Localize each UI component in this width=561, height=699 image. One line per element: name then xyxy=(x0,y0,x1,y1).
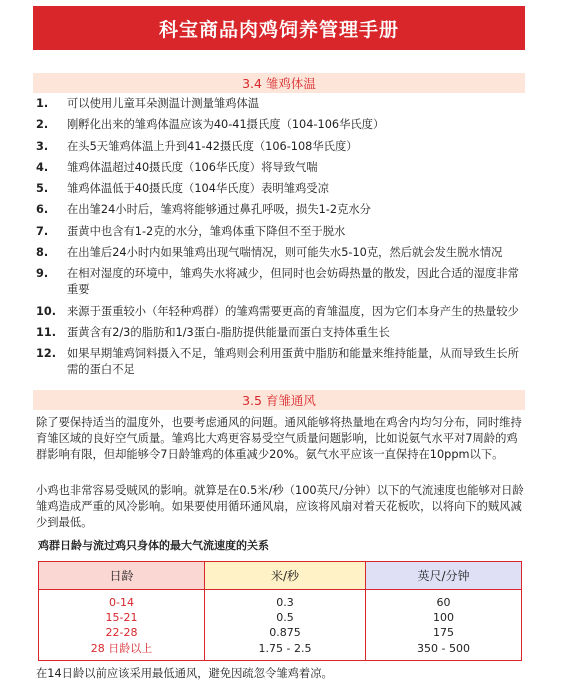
list-item xyxy=(33,96,528,112)
table-row xyxy=(39,595,522,610)
table-cell-fpm: 60 xyxy=(366,595,522,610)
list-item-text: 雏鸡体温低于40摄氏度（104华氏度）表明雏鸡受凉 xyxy=(67,182,329,196)
list-item xyxy=(33,224,528,240)
list-item xyxy=(33,202,528,218)
table-row xyxy=(39,625,522,640)
list-item-number: 7. xyxy=(36,224,49,238)
list-item-text: 在头5天雏鸡体温上升到41-42摄氏度（106-108华氏度） xyxy=(67,139,358,153)
list-item-text: 可以使用儿童耳朵测温计测量雏鸡体温 xyxy=(67,97,260,110)
table-cell-age: 15-21 xyxy=(39,610,205,625)
table-cell-mps: 0.5 xyxy=(205,610,366,625)
list-item xyxy=(33,266,528,298)
list-item-number: 5. xyxy=(36,182,49,196)
list-item-text: 在出雏24小时后，雏鸡将能够通过鼻孔呼吸，损失1-2克水分 xyxy=(67,203,371,217)
table-row xyxy=(39,640,522,661)
list-item-text: 蛋黄中也含有1-2克的水分，雏鸡体重下降但不至于脱水 xyxy=(67,224,346,238)
list-item-number: 11. xyxy=(36,325,57,339)
column-header-age: 日龄 xyxy=(39,562,205,590)
list-item-number: 12. xyxy=(36,347,57,361)
section-heading-ventilation-label: 3.5 育雏通风 xyxy=(242,393,316,408)
section-heading-ventilation xyxy=(33,390,525,410)
list-item-text: 来源于蛋重较小（年轻种鸡群）的雏鸡需要更高的育雏温度，因为它们本身产生的热量较少 xyxy=(67,304,519,318)
table-row xyxy=(39,610,522,625)
list-item xyxy=(33,325,528,341)
list-item-text: 在出雏后24小时内如果雏鸡出现气喘情况，则可能失水5-10克，然后就会发生脱水情况 xyxy=(67,246,503,260)
list-item-number: 10. xyxy=(36,304,57,318)
list-item-number: 4. xyxy=(36,160,49,174)
column-header-fpm: 英尺/分钟 xyxy=(366,562,522,590)
footer-note: 在14日龄以前应该采用最低通风，避免因疏忽令雏鸡着凉。 xyxy=(36,667,333,680)
list-item xyxy=(33,139,528,155)
list-item xyxy=(33,160,528,176)
list-item-number: 9. xyxy=(36,267,49,281)
airflow-table xyxy=(38,561,522,661)
table-cell-mps: 0.3 xyxy=(205,595,366,610)
table-cell-age: 28 日龄以上 xyxy=(39,640,205,661)
table-cell-mps: 0.875 xyxy=(205,625,366,640)
table-cell-fpm: 175 xyxy=(366,625,522,640)
table-title: 鸡群日龄与流过鸡只身体的最大气流速度的关系 xyxy=(38,539,269,552)
table-header-row xyxy=(39,562,522,590)
manual-title: 科宝商品肉鸡饲养管理手册 xyxy=(158,18,399,41)
table-cell-mps: 1.75 - 2.5 xyxy=(205,640,366,661)
column-header-mps: 米/秒 xyxy=(205,562,366,590)
list-item xyxy=(33,346,528,378)
list-item-text: 刚孵化出来的雏鸡体温应该为40-41摄氏度（104-106华氏度） xyxy=(67,118,385,132)
manual-title-banner xyxy=(33,6,525,50)
temperature-list xyxy=(33,96,528,384)
section-heading-temperature-label: 3.4 雏鸡体温 xyxy=(242,76,316,91)
list-item-number: 1. xyxy=(36,97,49,110)
ventilation-paragraph: 除了要保持适当的温度外，也要考虑通风的问题。通风能够将热量地在鸡舍内均匀分布，同时维持育雏区域的良好空气质量。雏鸡比大鸡更容易受空气质量问题影响，比如说氨气水平对7周龄的鸡群影响有限，但却能够令7日龄雏鸡的体重减少20%。氨气水平应该一直保持在10ppm以下。 xyxy=(36,416,522,461)
list-item-number: 8. xyxy=(36,246,49,260)
list-item xyxy=(33,304,528,320)
table-cell-fpm: 350 - 500 xyxy=(366,640,522,661)
table-cell-age: 0-14 xyxy=(39,595,205,610)
table-cell-fpm: 100 xyxy=(366,610,522,625)
list-item xyxy=(33,117,528,133)
section-heading-temperature xyxy=(33,73,525,93)
list-item-text: 雏鸡体温超过40摄氏度（106华氏度）将导致气喘 xyxy=(67,160,318,174)
list-item xyxy=(33,245,528,261)
list-item-text: 在相对湿度的环境中，雏鸡失水将减少，但同时也会妨碍热量的散发，因此合适的湿度非常重要 xyxy=(67,267,519,297)
list-item-number: 6. xyxy=(36,203,49,217)
list-item-text: 蛋黄含有2/3的脂肪和1/3蛋白-脂肪提供能量而蛋白支持体重生长 xyxy=(67,325,390,339)
table-cell-age: 22-28 xyxy=(39,625,205,640)
draft-paragraph: 小鸡也非常容易受贼风的影响。就算是在0.5米/秒（100英尺/分钟）以下的气流速度也能够对日龄雏鸡造成严重的风冷影响。如果要使用循环通风扇，应该将风扇对着天花板吹，以将向下的贼风减少到最低。 xyxy=(36,484,524,529)
list-item xyxy=(33,181,528,197)
list-item-number: 3. xyxy=(36,139,49,153)
list-item-number: 2. xyxy=(36,118,49,132)
list-item-text: 如果早期雏鸡饲料摄入不足，雏鸡则会利用蛋黄中脂肪和能量来维持能量，从而导致生长所需的蛋白不足 xyxy=(67,347,519,377)
